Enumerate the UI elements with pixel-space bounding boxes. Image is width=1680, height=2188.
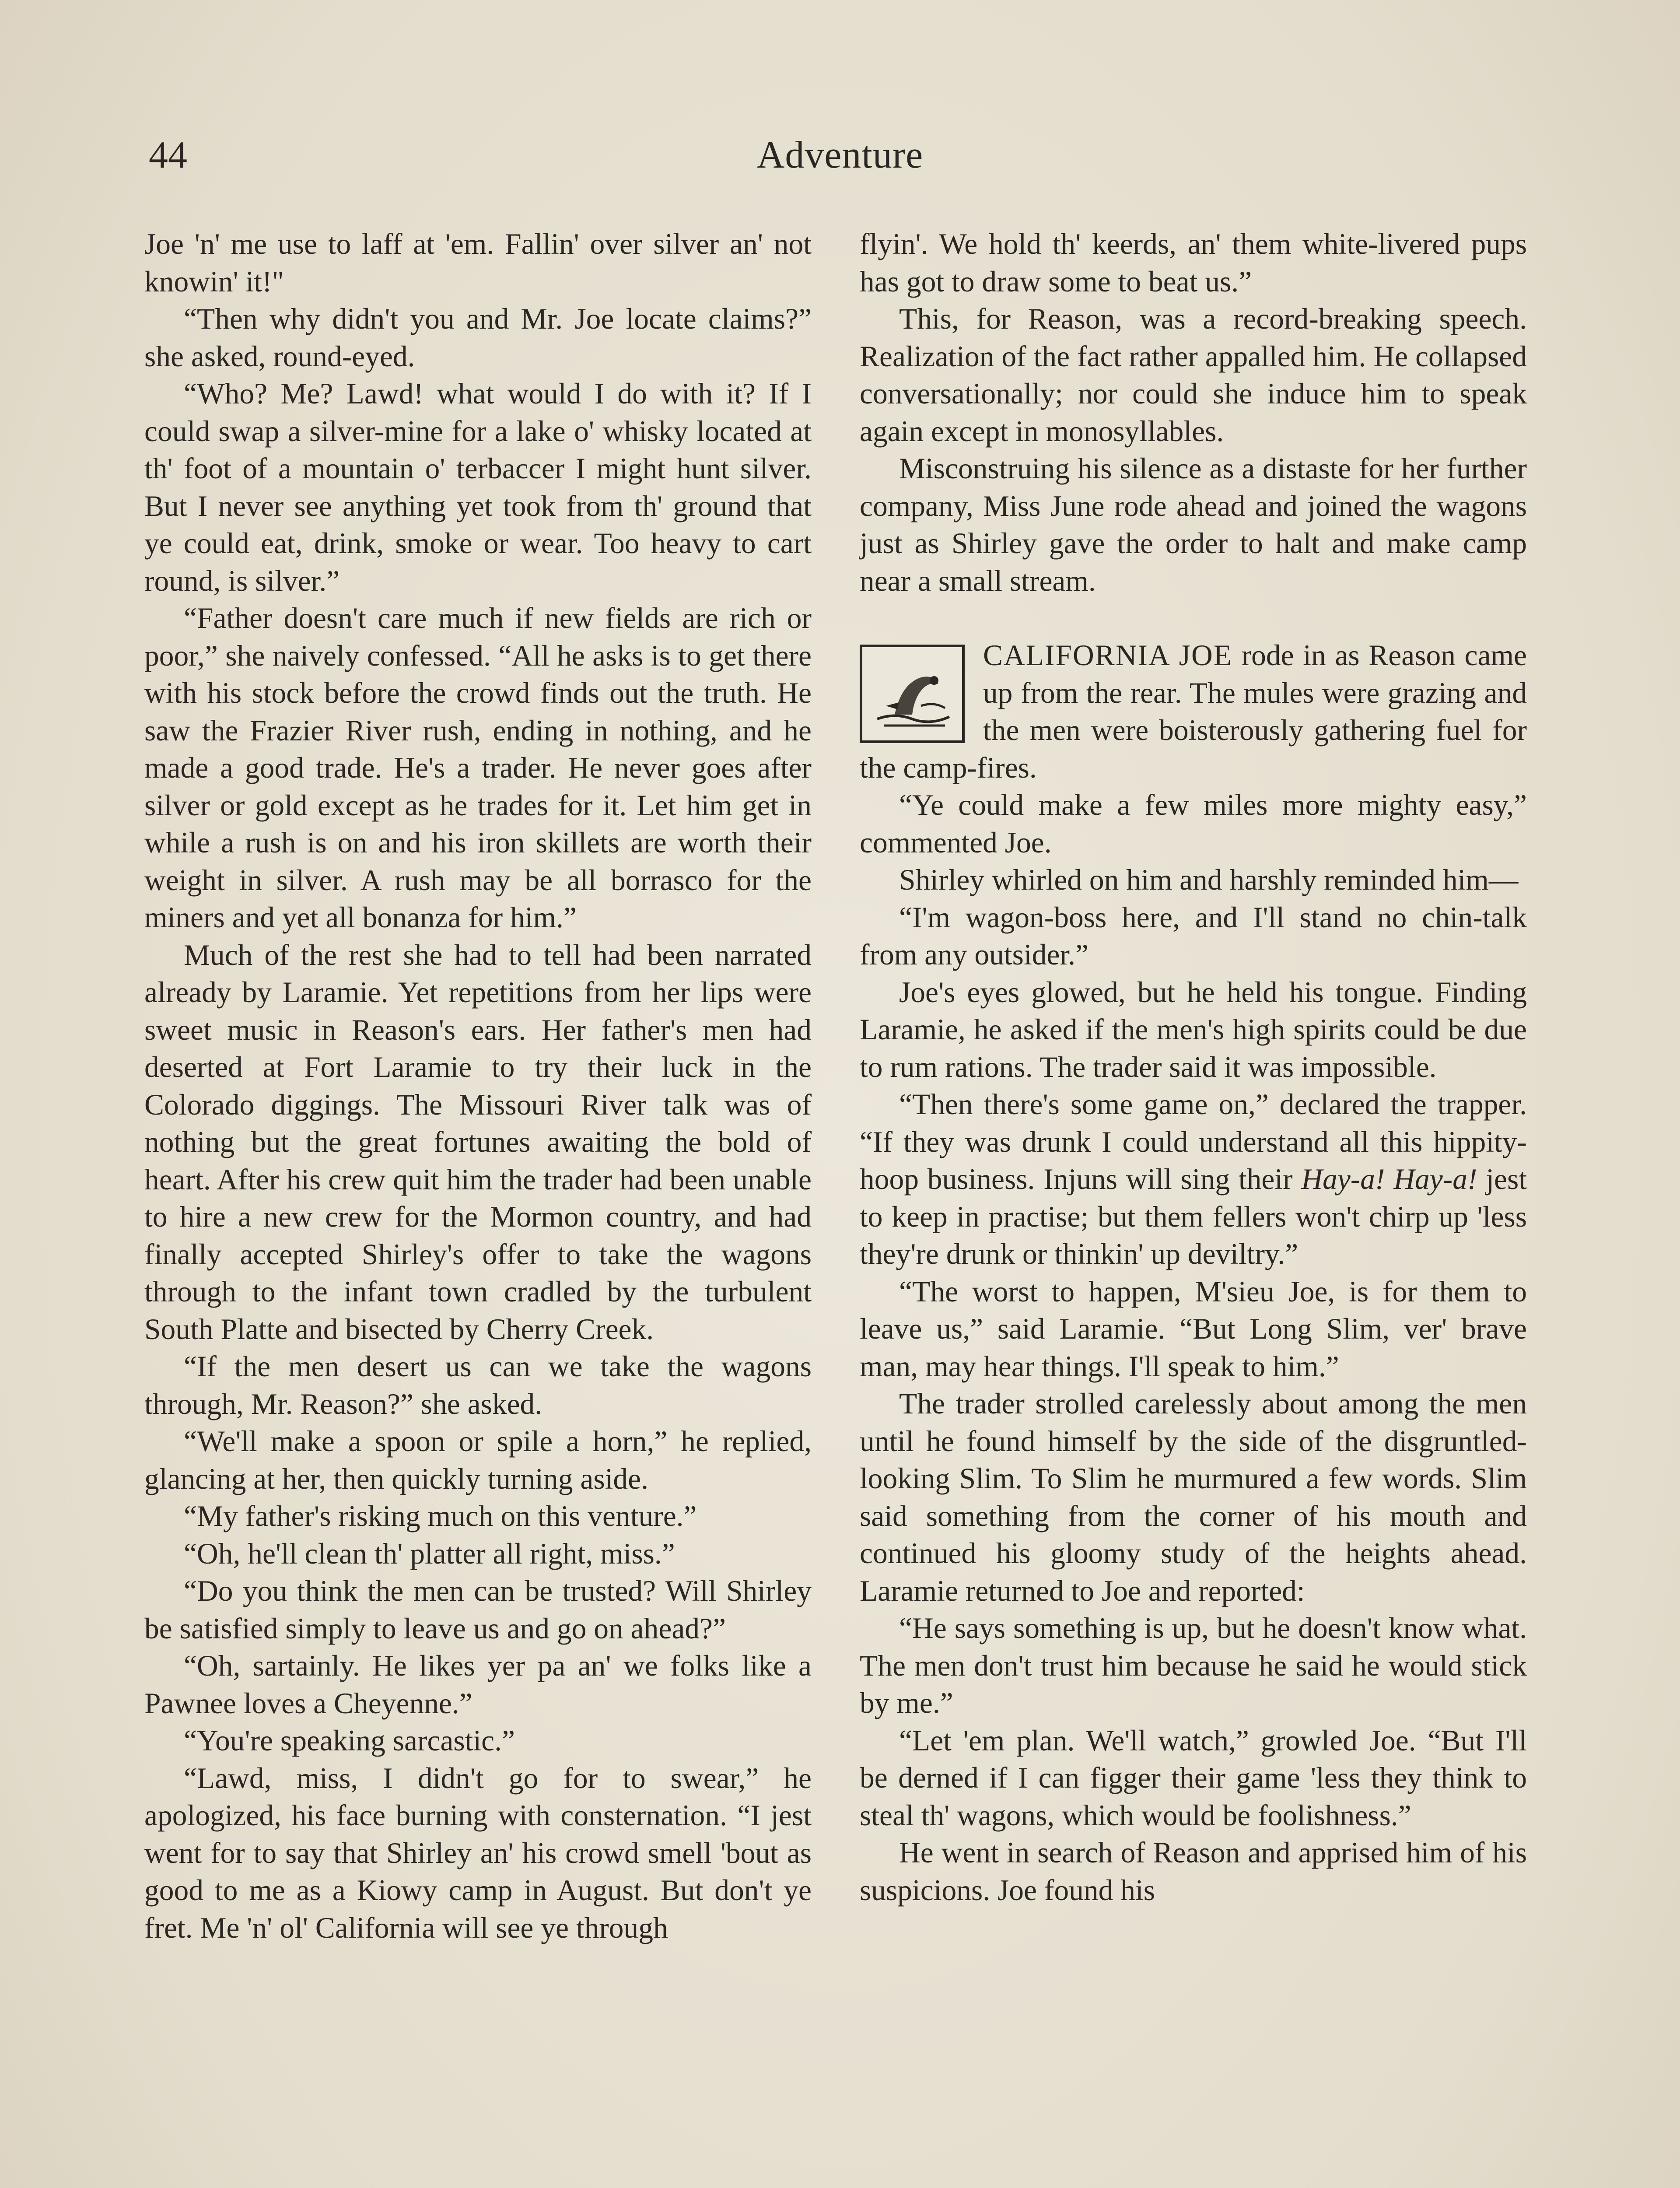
- paragraph: Misconstruing his silence as a distaste for her further company, Miss June rode ahead and joined the wagons just as Shirley gave the order to halt and make camp near a small stream.: [860, 452, 1527, 597]
- paragraph: Much of the rest she had to tell had been narrated already by Laramie. Yet repetitions from her lips were sweet music in Reason's ears. Her father's men had deserted at Fort Laramie to try their luck in the Colorado diggings. The Missouri River talk was of nothing but the great fortunes awaiting the bold of heart. After his crew quit him the trader had been unable to hire a new crew for the Mormon country, and had finally accepted Shirley's offer to take the wagons through to the infant town cradled by the turbulent South Platte and bisected by Cherry Creek.: [144, 938, 812, 1346]
- page-header: [144, 129, 1536, 190]
- section-opening-paragraph: [860, 637, 1527, 786]
- paragraph: “Lawd, miss, I didn't go for to swear,” he apologized, his face burning with consternation. “I jest went for to say that Shirley an' his crowd smell 'bout as good to me as a Kiowy camp in August. But don't ye fret. Me 'n' ol' California will see ye through: [144, 1761, 812, 1944]
- wagon-scene-illustration-icon: [860, 645, 965, 743]
- running-title: Adventure: [756, 134, 924, 176]
- paragraph: “Father doesn't care much if new fields are rich or poor,” she naively confessed. “All he asks is to get there with his stock before the crowd finds out the truth. He saw the Frazier River rush, ending in nothing, and he made a good trade. He's a trader. He never goes after silver or gold except as he trades for it. Let him get in while a rush is on and his iron skillets are worth their weight in silver. A rush may be all borrasco for the miners and yet all bonanza for him.”: [144, 602, 812, 934]
- section-lead-text: rode in as Reason came up from the rear. The mules were grazing and the men were boisterously gathering fuel for the camp-fires.: [860, 639, 1527, 784]
- paragraph: “Oh, he'll clean th' platter all right, miss.”: [184, 1537, 675, 1570]
- page-number: 44: [149, 134, 187, 176]
- left-column: [144, 225, 812, 1946]
- paragraph: The trader strolled carelessly about among the men until he found himself by the side of the disgruntled-looking Slim. To Slim he murmured a few words. Slim said something from the corner of his mouth and continued his gloomy study of the heights ahead. Laramie returned to Joe and reported:: [860, 1387, 1527, 1607]
- paragraph: “Ye could make a few miles more mighty easy,” commented Joe.: [860, 789, 1527, 859]
- section-lead-in: CALIFORNIA JOE: [983, 639, 1232, 672]
- paragraph: “If the men desert us can we take the wagons through, Mr. Reason?” she asked.: [144, 1350, 812, 1420]
- paragraph: “Oh, sartainly. He likes yer pa an' we folks like a Pawnee loves a Cheyenne.”: [144, 1649, 812, 1720]
- text-run: “Then there's some game on,” declared the trapper. “If they was drunk I could understand all this hippity-hoop business. Injuns will sing their: [860, 1088, 1527, 1196]
- paragraph: “Do you think the men can be trusted? Will Shirley be satisfied simply to leave us and go on ahead?”: [144, 1574, 812, 1645]
- right-column: [860, 225, 1527, 1909]
- paragraph: “You're speaking sarcastic.”: [184, 1724, 515, 1757]
- paragraph: “My father's risking much on this venture.”: [184, 1500, 697, 1532]
- paragraph-with-italics: [860, 1086, 1527, 1273]
- paragraph: “Let 'em plan. We'll watch,” growled Joe. “But I'll be derned if I can figger their game 'less they think to steal th' wagons, which would be foolishness.”: [860, 1724, 1527, 1832]
- paragraph: “The worst to happen, M'sieu Joe, is for them to leave us,” said Laramie. “But Long Slim, ver' brave man, may hear things. I'll speak to him.”: [860, 1275, 1527, 1383]
- italic-text: Hay-a!: [1301, 1163, 1385, 1196]
- paragraph: Joe's eyes glowed, but he held his tongue. Finding Laramie, he asked if the men's high spirits could be due to rum rations. The trader said it was impossible.: [860, 975, 1527, 1083]
- paragraph: “He says something is up, but he doesn't know what. The men don't trust him because he said he would stick by me.”: [860, 1612, 1527, 1719]
- text-run: jest to keep in practise; but them fellers won't chirp up 'less they're drunk or thinkin' up deviltry.”: [860, 1163, 1527, 1270]
- paragraph: “Then why didn't you and Mr. Joe locate claims?” she asked, round-eyed.: [144, 302, 812, 373]
- paragraph: “I'm wagon-boss here, and I'll stand no chin-talk from any outsider.”: [860, 901, 1527, 971]
- paragraph: This, for Reason, was a record-breaking speech. Realization of the fact rather appalled him. He collapsed conversationally; nor could she induce him to speak again except in monosyllables.: [860, 302, 1527, 448]
- paragraph: flyin'. We hold th' keerds, an' them white-livered pups has got to draw some to beat us.”: [860, 228, 1527, 298]
- paragraph: He went in search of Reason and apprised him of his suspicions. Joe found his: [860, 1836, 1527, 1907]
- paragraph: Shirley whirled on him and harshly reminded him—: [899, 863, 1519, 896]
- paragraph: Joe 'n' me use to laff at 'em. Fallin' over silver an' not knowin' it!": [144, 228, 812, 298]
- paragraph: “Who? Me? Lawd! what would I do with it? If I could swap a silver-mine for a lake o' whisky located at th' foot of a mountain o' terbaccer I might hunt silver. But I never see anything yet took from th' ground that ye could eat, drink, smoke or wear. Too heavy to cart round, is silver.”: [144, 377, 812, 597]
- italic-text: Hay-a!: [1393, 1163, 1477, 1196]
- paragraph: “We'll make a spoon or spile a horn,” he replied, glancing at her, then quickly turning aside.: [144, 1425, 812, 1495]
